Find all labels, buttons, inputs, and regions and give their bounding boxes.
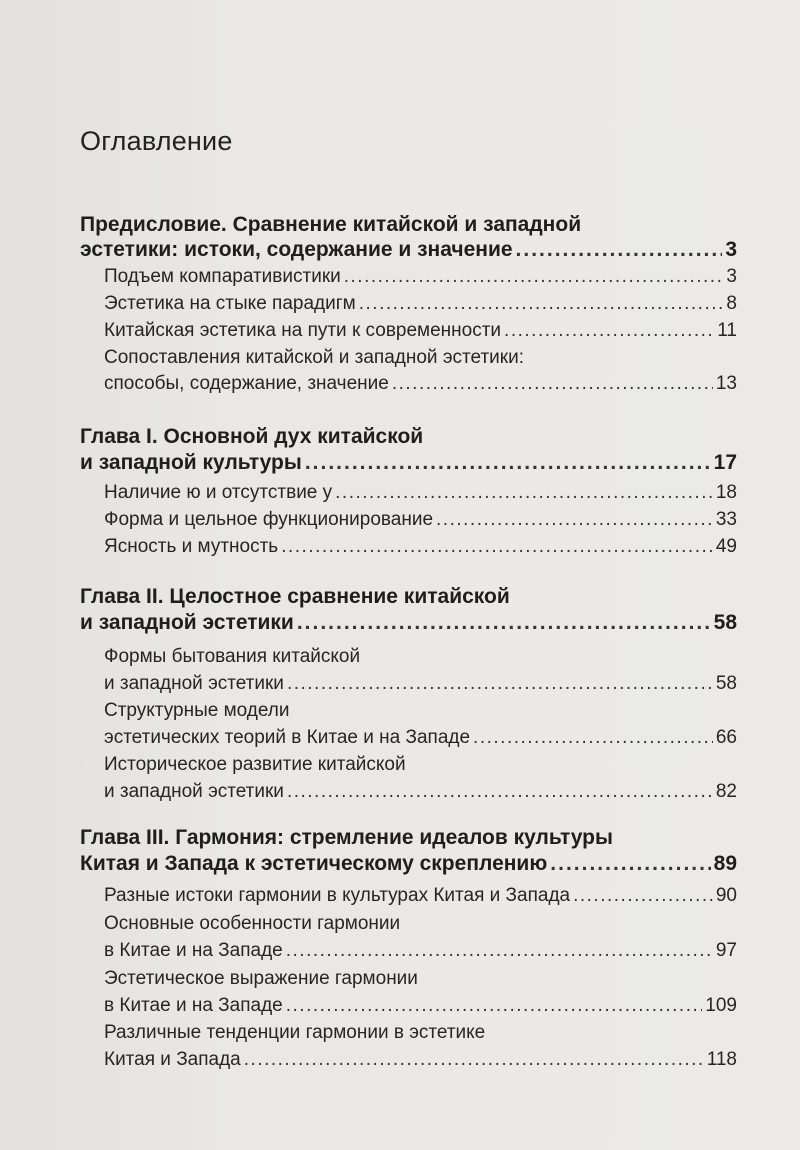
chapter-title-line1: Глава III. Гармония: стремление идеалов культуры bbox=[80, 826, 613, 849]
item-title-line1: Различные тенденции гармонии в эстетике bbox=[104, 1022, 486, 1043]
page-number: 97 bbox=[715, 940, 737, 961]
chapter-title-line2: и западной культуры bbox=[80, 451, 302, 474]
dot-leader bbox=[573, 885, 713, 907]
dot-leader bbox=[335, 482, 713, 504]
item-title: Подъем компаративистики bbox=[104, 266, 341, 287]
item-title: Эстетика на стыке парадигм bbox=[104, 293, 356, 314]
toc-heading: Оглавление bbox=[80, 126, 233, 156]
page-number: 66 bbox=[715, 727, 737, 748]
page-number: 11 bbox=[717, 320, 737, 341]
dot-leader bbox=[287, 673, 713, 695]
dot-leader bbox=[305, 451, 711, 475]
item-title-line1: Структурные модели bbox=[104, 700, 290, 721]
item-title-line1: Формы бытования китайской bbox=[104, 646, 361, 667]
item-title: Разные истоки гармонии в культурах Китая и Запада bbox=[104, 885, 571, 906]
page-number: 58 bbox=[713, 611, 737, 634]
page-number: 118 bbox=[706, 1049, 737, 1070]
page-number: 33 bbox=[715, 509, 737, 530]
dot-leader bbox=[297, 611, 711, 635]
page-number: 18 bbox=[715, 482, 737, 503]
dot-leader bbox=[286, 940, 713, 962]
item-title: Китайская эстетика на пути к современности bbox=[104, 320, 502, 341]
page-number: 17 bbox=[713, 451, 737, 474]
chapter-title-line2: эстетики: истоки, содержание и значение bbox=[80, 238, 513, 261]
item-title: Наличие ю и отсутствие у bbox=[104, 482, 333, 503]
item-title-line1: Основные особенности гармонии bbox=[104, 913, 401, 934]
item-title-line2: эстетических теорий в Китае и на Западе bbox=[104, 727, 471, 748]
page-number: 3 bbox=[726, 266, 737, 287]
chapter-title-line1: Предисловие. Сравнение китайской и западной bbox=[80, 213, 582, 236]
dot-leader bbox=[344, 266, 724, 288]
item-title-line2: в Китае и на Западе bbox=[104, 940, 283, 961]
item-title: Форма и цельное функционирование bbox=[104, 509, 434, 530]
page-number: 49 bbox=[715, 536, 737, 557]
item-title-line1: Эстетическое выражение гармонии bbox=[104, 968, 418, 989]
dot-leader bbox=[550, 852, 710, 876]
page-number: 109 bbox=[705, 995, 737, 1016]
page-number: 58 bbox=[715, 673, 737, 694]
dot-leader bbox=[244, 1049, 704, 1071]
page-number: 8 bbox=[726, 293, 737, 314]
item-title-line2: в Китае и на Западе bbox=[104, 995, 283, 1016]
item-title-line2: способы, содержание, значение bbox=[104, 373, 389, 394]
page-number: 13 bbox=[715, 373, 737, 394]
item-title-line2: и западной эстетики bbox=[104, 673, 284, 694]
item-title-line1: Историческое развитие китайской bbox=[104, 754, 406, 775]
chapter-title-line2: Китая и Запада к эстетическому скреплению bbox=[80, 852, 548, 875]
dot-leader bbox=[359, 293, 724, 315]
page-number: 90 bbox=[715, 885, 737, 906]
dot-leader bbox=[286, 995, 703, 1017]
item-title-line2: Китая и Запада bbox=[104, 1049, 241, 1070]
page-number: 3 bbox=[725, 238, 737, 261]
chapter-title-line1: Глава II. Целостное сравнение китайской bbox=[80, 585, 510, 608]
chapter-title-line1: Глава I. Основной дух китайской bbox=[80, 425, 424, 448]
item-title-line2: и западной эстетики bbox=[104, 781, 284, 802]
chapter-title-line2: и западной эстетики bbox=[80, 611, 294, 634]
page-number: 82 bbox=[715, 781, 737, 802]
item-title-line1: Сопоставления китайской и западной эстетики: bbox=[104, 347, 524, 368]
dot-leader bbox=[516, 238, 723, 262]
dot-leader bbox=[281, 536, 713, 558]
dot-leader bbox=[287, 781, 713, 803]
dot-leader bbox=[436, 509, 713, 531]
dot-leader bbox=[473, 727, 713, 749]
item-title: Ясность и мутность bbox=[104, 536, 279, 557]
dot-leader bbox=[392, 373, 713, 395]
dot-leader bbox=[504, 320, 714, 342]
page-number: 89 bbox=[713, 852, 737, 875]
